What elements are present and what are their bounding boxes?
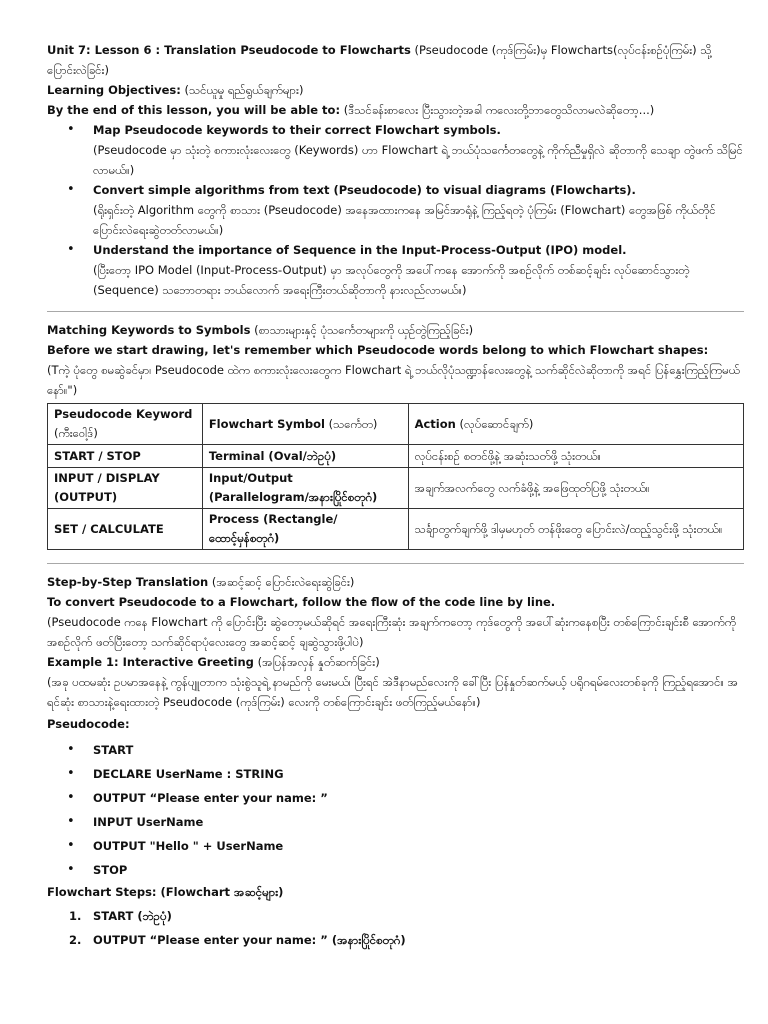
matching-title-burmese: (စာသားများနှင့် ပုံသင်္ကေတများကို ယှဉ်တွဲကြည့်ခြင်း) [254, 323, 474, 337]
objective-text: Map Pseudocode keywords to their correct Flowchart symbols. [93, 123, 501, 137]
step-text: OUTPUT “Please enter your name: ” (အနားပြိုင်စတုဂံ) [93, 933, 406, 947]
steps-intro [47, 592, 744, 612]
flowchart-steps-list [47, 904, 744, 952]
step-number: 1. [69, 909, 82, 923]
table-cell-keyword [48, 468, 203, 509]
action-text: လုပ်ငန်းစဉ် စတင်ဖို့နဲ့ အဆုံးသတ်ဖို့ သုံးတယ်။ [414, 448, 601, 463]
objective-text-burmese: (ရိုးရှင်းတဲ့ Algorithm တွေကို စာသား (Pseudocode) အနေအထားကနေ အမြင်အာရုံနဲ့ ကြည့်ရတဲ့ ပုံကြမ်း (Flowchart) တွေအဖြစ် ကိုယ်တိုင် ပြောင်းလဲရေးဆွဲတတ်လာမယ်။) [93, 203, 716, 237]
example-heading [47, 652, 744, 672]
table-cell-action [408, 468, 743, 509]
objective-item [47, 240, 744, 300]
table-cell-symbol [202, 509, 408, 550]
table-cell-keyword [48, 509, 203, 550]
pseudocode-line: • OUTPUT “Please enter your name: ” [47, 786, 744, 810]
table-header-cell [202, 404, 408, 445]
steps-intro-burmese: (Pseudocode ကနေ Flowchart ကို ပြောင်းပြီး ဆွဲတော့မယ်ဆိုရင် အရေးကြီးဆုံး အချက်ကတော့ ကုဒ်တွေကို အပေါ်ဆုံးကနေစပြီး တစ်ကြောင်းချင်းစီ အောက်ကို အစဉ်လိုက် ဖတ်ပြီးတော့ သက်ဆိုင်ရာပုံလေးတွေ အဆင့်ဆင့် ချဆွဲသွားဖို့ပါပဲ) [47, 615, 737, 649]
table-cell-action [408, 509, 743, 550]
matching-intro-en: Before we start drawing, let's remember which Pseudocode words belong to which Flowchart shapes: [47, 343, 709, 357]
keyword-text: INPUT / DISPLAY [54, 471, 160, 485]
keyword-text: SET / CALCULATE [54, 521, 164, 536]
table-header-row [48, 404, 744, 445]
table-cell-symbol [202, 468, 408, 509]
example-title: Example 1: Interactive Greeting [47, 655, 254, 669]
keyword-symbol-table [47, 403, 744, 550]
pseudocode-list [47, 738, 744, 882]
objective-item [47, 120, 744, 180]
table-cell-keyword [48, 445, 203, 468]
matching-title: Matching Keywords to Symbols [47, 323, 251, 337]
steps-intro-en: To convert Pseudocode to a Flowchart, follow the flow of the code line by line. [47, 595, 556, 609]
lesson-title: Unit 7: Lesson 6 : Translation Pseudocode to Flowcharts [47, 43, 411, 57]
section-divider [47, 311, 744, 312]
table-header-cell [48, 404, 203, 445]
matching-heading [47, 320, 744, 340]
pseudocode-line: • OUTPUT "Hello " + UserName [47, 834, 744, 858]
table-row [48, 445, 744, 468]
pseudocode-label-text: Pseudocode: [47, 717, 130, 731]
objective-text-burmese: (Pseudocode မှာ သုံးတဲ့ စကားလုံးလေးတွေ (Keywords) ဟာ Flowchart ရဲ့ ဘယ်ပုံသင်္ကေတတွေနဲ့ ကိုက်ညီမှုရှိလဲ ဆိုတာကို သေချာ တွဲဖက် သိမြင်လာမယ်။) [93, 143, 743, 177]
action-text: အချက်အလက်တွေ လက်ခံဖို့နဲ့ အဖြေထုတ်ပြဖို့ သုံးတယ်။ [414, 480, 650, 495]
keyword-text: START / STOP [54, 448, 141, 463]
objectives-label: Learning Objectives: [47, 83, 181, 97]
matching-intro [47, 340, 744, 360]
objective-item [47, 180, 744, 240]
symbol-text: Input/Output [208, 471, 293, 485]
objectives-intro-burmese: (ဒီသင်ခန်းစာလေး ပြီးသွားတဲ့အခါ ကလေးတို့ဘာတွေသိလာမလဲဆိုတော့...) [343, 103, 655, 117]
table-row [48, 468, 744, 509]
flowchart-steps-label [47, 882, 744, 902]
matching-intro-burmese: (Tကဲ့ ပုံတွေ စမဆွဲခင်မှာ၊ Pseudocode ထဲက စကားလုံးလေးတွေက Flowchart ရဲ့ ဘယ်လိုပုံသဏ္ဍာန်လေးတွေနဲ့ သက်ဆိုင်လဲဆိုတာကို အရင် ပြန်နွှေးကြည့်ကြမယ်နော်။") [47, 363, 740, 397]
steps-heading [47, 572, 744, 592]
pseudocode-line: • STOP [47, 858, 744, 882]
pseudocode-line: • START [47, 738, 744, 762]
pseudocode-line: • INPUT UserName [47, 810, 744, 834]
objectives-intro-en: By the end of this lesson, you will be able to: [47, 103, 341, 117]
keyword-text-line2: (OUTPUT) [54, 490, 118, 504]
action-text: သင်္ချာတွက်ချက်ဖို့ ဒါမှမဟုတ် တန်ဖိုးတွေ ပြောင်းလဲ/ထည့်သွင်းဖို့ သုံးတယ်။ [414, 521, 723, 536]
table-header-cell [408, 404, 743, 445]
objective-text: Understand the importance of Sequence in the Input-Process-Output (IPO) model. [93, 243, 627, 257]
steps-title-burmese: (အဆင့်ဆင့် ပြောင်းလဲရေးဆွဲခြင်း) [211, 575, 355, 589]
header-action: Action [414, 416, 456, 431]
steps-title: Step-by-Step Translation [47, 575, 209, 589]
header-action-burmese: (လုပ်ဆောင်ချက်) [459, 416, 534, 431]
header-keyword: Pseudocode Keyword [54, 407, 193, 421]
example-title-burmese: (အပြန်အလှန် နှုတ်ဆက်ခြင်း) [257, 655, 380, 669]
flowchart-steps-label-text: Flowchart Steps: (Flowchart အဆင့်များ) [47, 885, 284, 899]
step-text: START (ဘဲဥပုံ) [93, 909, 172, 923]
pseudocode-line: • DECLARE UserName : STRING [47, 762, 744, 786]
flowchart-step [47, 904, 744, 928]
pseudocode-label [47, 714, 744, 734]
objective-text: Convert simple algorithms from text (Pseudocode) to visual diagrams (Flowcharts). [93, 183, 636, 197]
example-description-burmese: (အခု ပထမဆုံး ဥပမာအနေနဲ့ ကွန်ပျူတာက သုံးစွဲသူရဲ့ နာမည်ကို မေးမယ်၊ ပြီးရင် အဲဒီနာမည်လေးကို ခေါ်ပြီး ပြန်နှုတ်ဆက်မယ့် ပရိုဂရမ်လေးတစ်ခုကို ကြည့်ရအောင်။ အရင်ဆုံး စာသားနဲ့ရေးထားတဲ့ Pseudocode (ကုဒ်ကြမ်း) လေးကို တစ်ကြောင်းချင်း ဖတ်ကြည့်မယ်နော်။) [47, 675, 739, 709]
symbol-text: Terminal (Oval/ဘဲဥပုံ) [208, 448, 337, 463]
lesson-heading [47, 40, 744, 80]
objectives-heading [47, 80, 744, 100]
symbol-text: Process (Rectangle/ထောင့်မှန်စတုဂံ) [208, 512, 338, 545]
objective-text-burmese: (ပြီးတော့ IPO Model (Input-Process-Output) မှာ အလုပ်တွေကို အပေါ်ကနေ အောက်ကို အစဉ်လိုက် တစ်ဆင့်ချင်း လုပ်ဆောင်သွားတဲ့ (Sequence) သဘောတရား ဘယ်လောက် အရေးကြီးတယ်ဆိုတာကို နားလည်လာမယ်။) [93, 263, 690, 297]
objectives-label-burmese: (သင်ယူမှု ရည်ရွယ်ချက်များ) [184, 83, 304, 97]
table-row [48, 509, 744, 550]
step-number: 2. [69, 933, 82, 947]
lesson-title-burmese: (Pseudocode (ကုဒ်ကြမ်း)မှ Flowcharts(လုပ်ငန်းစဉ်ပုံကြမ်း) သို့ ပြောင်းလဲခြင်း) [47, 43, 712, 77]
table-cell-symbol [202, 445, 408, 468]
table-cell-action [408, 445, 743, 468]
section-divider [47, 563, 744, 564]
flowchart-step [47, 928, 744, 952]
objectives-list [47, 120, 744, 300]
header-symbol: Flowchart Symbol [208, 416, 325, 431]
header-keyword-burmese: (ကီးဝေါ့ဒ်) [54, 426, 98, 440]
objectives-intro [47, 100, 744, 120]
header-symbol-burmese: (သင်္ကေတ) [328, 416, 378, 431]
symbol-text-line2: (Parallelogram/အနားပြိုင်စတုဂံ) [208, 490, 378, 504]
